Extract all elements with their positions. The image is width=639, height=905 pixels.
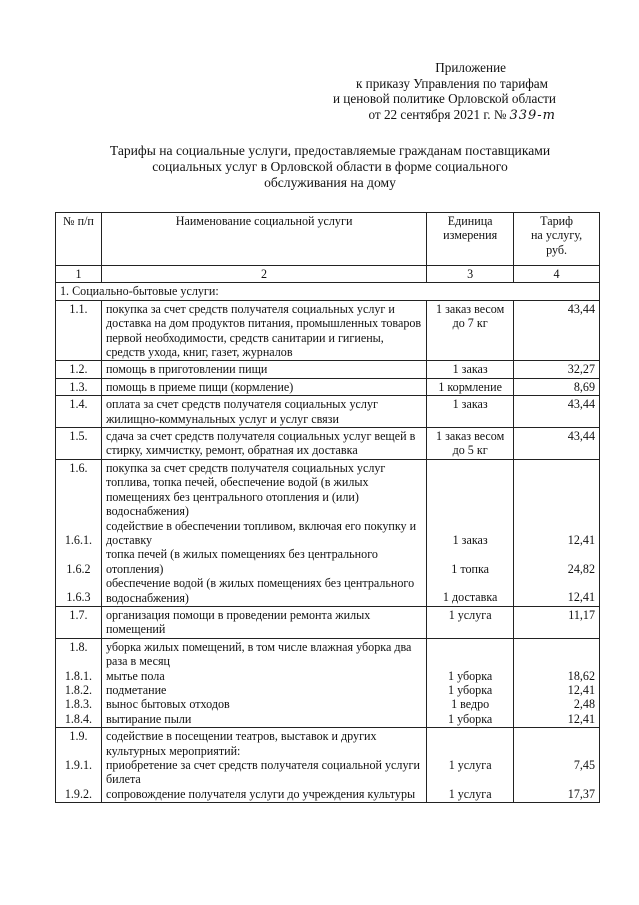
row-unit-group: 1 уборка 1 уборка 1 ведро 1 уборка: [427, 638, 514, 727]
row-price: 43,44: [514, 428, 600, 460]
appendix-title: Приложение: [435, 60, 506, 75]
table-row: [56, 728, 600, 803]
row-name: помощь в приготовлении пищи: [101, 361, 426, 378]
table-header-row: [56, 213, 600, 266]
title-line-1: Тарифы на социальные услуги, предоставляемые гражданам поставщиками: [109, 143, 551, 158]
row-price: 11,17: [514, 606, 600, 638]
appendix-header: [333, 60, 556, 123]
row-num: 1.1.: [56, 300, 102, 361]
row-name-group: уборка жилых помещений, в том числе влажная уборка два раза в месяц мытье пола подметание вынос бытовых отходов вытирание пыли: [101, 638, 426, 727]
row-name: оплата за счет средств получателя социальных услуг жилищно-коммунальных услуг и услуг связи: [101, 396, 426, 428]
row-price: 32,27: [514, 361, 600, 378]
row-price: 43,44: [514, 396, 600, 428]
row-name: помощь в приеме пищи (кормление): [101, 378, 426, 395]
row-name: покупка за счет средств получателя социальных услуг и доставка на дом продуктов питания, промышленных товаров первой необходимости, средств санитарии и гигиены, средств ухода, книг, газет, журналов: [101, 300, 426, 361]
table-row: [56, 300, 600, 361]
row-unit: 1 заказ: [427, 396, 514, 428]
row-price: 43,44: [514, 300, 600, 361]
row-price: 8,69: [514, 378, 600, 395]
tariffs-table: [55, 212, 600, 803]
header-num: № п/п: [56, 213, 102, 266]
table-row: [56, 378, 600, 395]
row-price-group: 18,62 12,41 2,48 12,41: [514, 638, 600, 727]
table-row: [56, 361, 600, 378]
appendix-date: от 22 сентября 2021 г. №: [368, 106, 507, 122]
row-unit: 1 кормление: [427, 378, 514, 395]
table-row: [56, 459, 600, 606]
col-number: 1: [56, 266, 102, 283]
row-price-group: 7,45 17,37: [514, 728, 600, 803]
row-name-group: содействие в посещении театров, выставок и других культурных мероприятий: приобретение за счет средств получателя социальной услуги билета сопровождение получателя услуги до учреждения культуры: [101, 728, 426, 803]
row-num: 1.2.: [56, 361, 102, 378]
row-unit-group: 1 заказ 1 топка 1 доставка: [427, 459, 514, 606]
section-row: [56, 283, 600, 300]
table-row: [56, 606, 600, 638]
row-num: 1.4.: [56, 396, 102, 428]
table-row: [56, 396, 600, 428]
row-unit: 1 услуга: [427, 606, 514, 638]
table-row: [56, 638, 600, 727]
row-name-group: покупка за счет средств получателя социальных услуг топлива, топка печей, обеспечение водой (в жилых помещениях без центрального отопления и (или) водоснабжения) содействие в обеспечении топливом, включая его покупку и доставку топка печей (в жилых помещениях без центрального отопления) обеспечение водой (в жилых помещениях без центрального водоснабжения): [101, 459, 426, 606]
table-row: [56, 428, 600, 460]
document-title: [90, 143, 570, 191]
header-name: Наименование социальной услуги: [101, 213, 426, 266]
col-number: 2: [101, 266, 426, 283]
row-unit: 1 заказ весом до 7 кг: [427, 300, 514, 361]
order-number-handwritten: 339-т: [509, 107, 556, 123]
appendix-authority: и ценовой политике Орловской области: [332, 91, 556, 106]
row-num: 1.3.: [56, 378, 102, 395]
row-num: 1.7.: [56, 606, 102, 638]
appendix-order-ref: к приказу Управления по тарифам: [355, 75, 548, 91]
title-line-2: социальных услуг в Орловской области в форме социального: [152, 159, 508, 174]
row-num-group: 1.6. 1.6.1. 1.6.2 1.6.3: [56, 459, 102, 606]
row-unit: 1 заказ весом до 5 кг: [427, 428, 514, 460]
row-unit: 1 заказ: [427, 361, 514, 378]
header-unit: Единица измерения: [427, 213, 514, 266]
row-name: организация помощи в проведении ремонта жилых помещений: [101, 606, 426, 638]
col-number: 4: [514, 266, 600, 283]
section-title: 1. Социально-бытовые услуги:: [56, 283, 600, 300]
title-line-3: обслуживания на дому: [264, 175, 396, 190]
column-numbers-row: [56, 266, 600, 283]
row-unit-group: 1 услуга 1 услуга: [427, 728, 514, 803]
appendix-date-line: [333, 107, 556, 124]
row-name: сдача за счет средств получателя социальных услуг вещей в стирку, химчистку, ремонт, обратная их доставка: [101, 428, 426, 460]
row-price-group: 12,41 24,82 12,41: [514, 459, 600, 606]
col-number: 3: [427, 266, 514, 283]
row-num-group: 1.9. 1.9.1. 1.9.2.: [56, 728, 102, 803]
row-num: 1.5.: [56, 428, 102, 460]
row-num-group: 1.8. 1.8.1. 1.8.2. 1.8.3. 1.8.4.: [56, 638, 102, 727]
header-price: Тариф на услугу, руб.: [514, 213, 600, 266]
